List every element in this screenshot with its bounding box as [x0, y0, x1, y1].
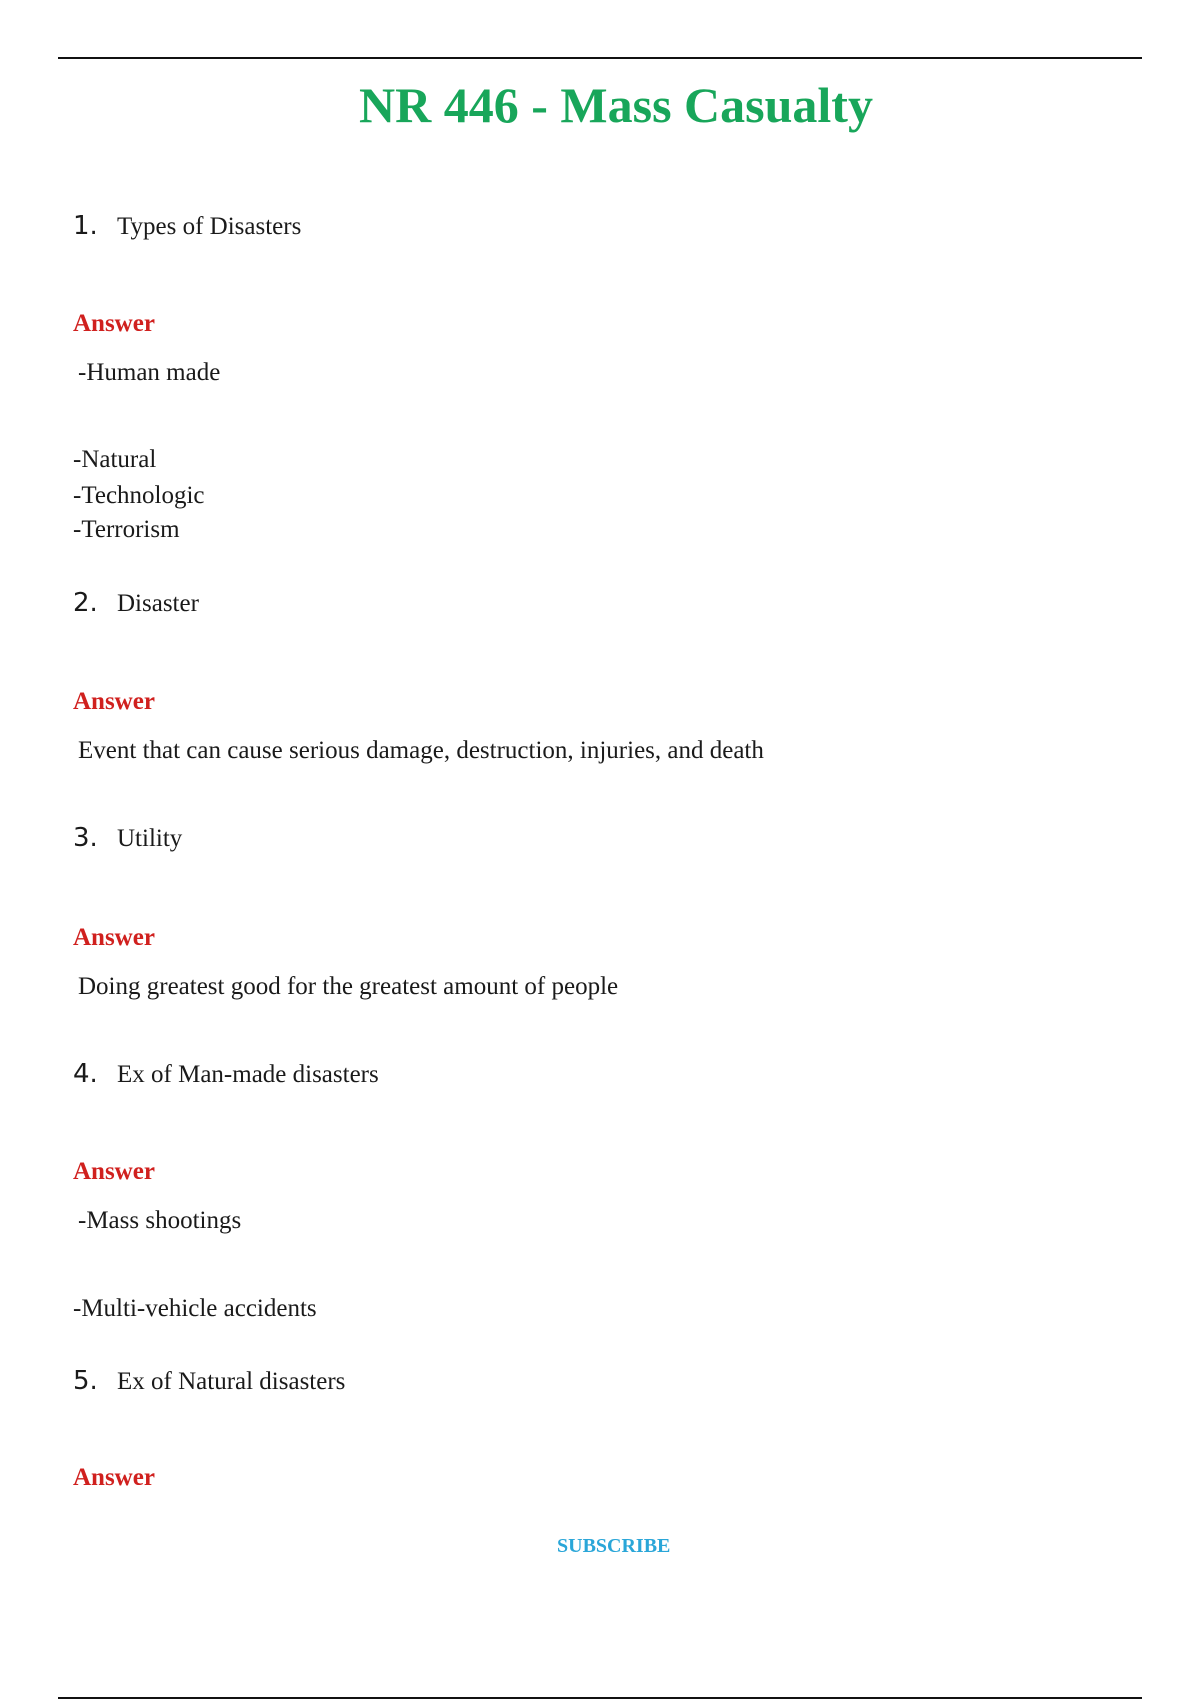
top-rule [58, 57, 1142, 59]
question-number: 5. [73, 1366, 98, 1396]
answer-line: -Mass shootings [78, 1207, 242, 1234]
answer-line: Doing greatest good for the greatest amount of people [78, 973, 619, 1000]
answer-label: Answer [73, 688, 155, 715]
question-number: 2. [73, 588, 98, 618]
answer-label: Answer [73, 1158, 155, 1185]
answer-line: -Technologic [73, 482, 205, 509]
question-number: 1. [73, 211, 98, 241]
answer-line: Event that can cause serious damage, destruction, injuries, and death [78, 737, 764, 764]
question-number: 4. [73, 1059, 98, 1089]
document-title: NR 446 - Mass Casualty [359, 77, 873, 133]
question-number: 3. [73, 823, 98, 853]
answer-line: -Multi-vehicle accidents [73, 1295, 317, 1322]
question-text: Ex of Natural disasters [117, 1368, 346, 1395]
question-text: Types of Disasters [117, 213, 302, 240]
answer-label: Answer [73, 310, 155, 337]
answer-line: -Natural [73, 446, 157, 473]
bottom-rule [58, 1697, 1142, 1699]
question-text: Ex of Man-made disasters [117, 1061, 379, 1088]
answer-line: -Terrorism [73, 516, 180, 543]
question-text: Disaster [117, 590, 199, 617]
answer-label: Answer [73, 1464, 155, 1491]
subscribe-link[interactable]: SUBSCRIBE [557, 1535, 671, 1557]
answer-line: -Human made [78, 359, 221, 386]
question-text: Utility [117, 825, 183, 852]
answer-label: Answer [73, 924, 155, 951]
